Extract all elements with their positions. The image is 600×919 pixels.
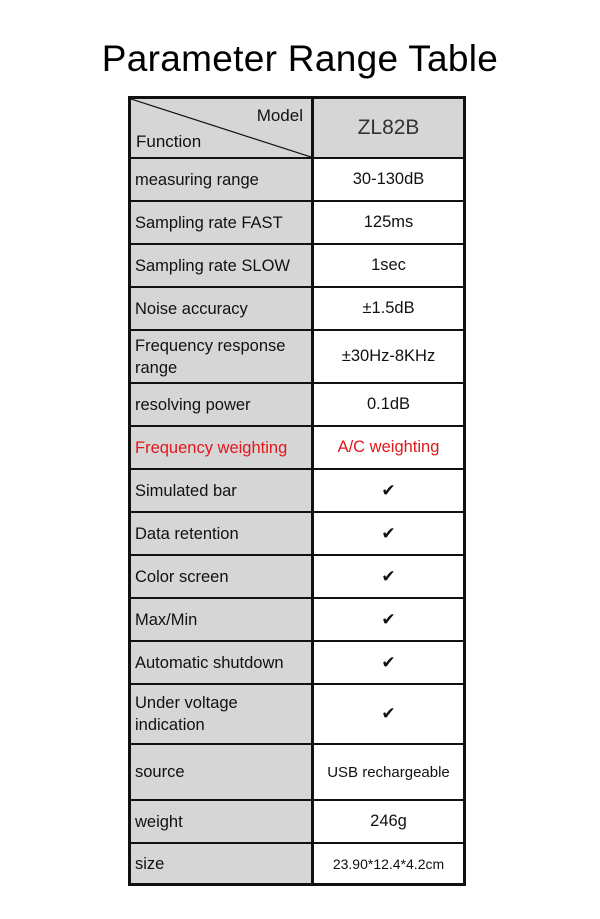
function-cell: weight (131, 801, 314, 842)
table-row (131, 513, 463, 556)
table-row (131, 642, 463, 685)
table-row (131, 384, 463, 427)
function-cell: Automatic shutdown (131, 642, 314, 683)
table-row (131, 556, 463, 599)
table-row (131, 159, 463, 202)
check-icon: ✔ (381, 480, 396, 501)
function-cell: Color screen (131, 556, 314, 597)
value-cell: ±30Hz-8KHz (341, 347, 436, 365)
table-row (131, 202, 463, 245)
function-cell: Frequency response range (131, 331, 314, 382)
function-cell: size (131, 844, 314, 883)
table-row (131, 599, 463, 642)
page-title: Parameter Range Table (101, 38, 499, 79)
function-cell: measuring range (131, 159, 314, 200)
function-cell: Data retention (131, 513, 314, 554)
function-cell: Max/Min (131, 599, 314, 640)
check-icon: ✔ (381, 652, 396, 673)
table-row (131, 427, 463, 470)
function-cell: Sampling rate SLOW (131, 245, 314, 286)
table-row (131, 331, 463, 384)
value-cell: 246g (370, 812, 407, 830)
value-cell: USB rechargeable (327, 763, 450, 781)
value-cell: 0.1dB (366, 395, 411, 413)
check-icon: ✔ (381, 566, 396, 587)
value-cell: 30-130dB (352, 170, 425, 188)
value-cell-highlighted: A/C weighting (337, 438, 440, 456)
value-cell: 125ms (363, 213, 414, 231)
header-corner-cell (131, 99, 314, 157)
table-row (131, 745, 463, 801)
function-label: Function (136, 132, 202, 151)
table-row (131, 470, 463, 513)
function-cell: Noise accuracy (131, 288, 314, 329)
function-cell: Under voltage indication (131, 685, 314, 743)
function-cell: Simulated bar (131, 470, 314, 511)
parameter-table (128, 96, 466, 886)
table-row (131, 844, 463, 883)
model-value: ZL82B (314, 99, 463, 157)
table-row (131, 685, 463, 745)
value-cell: 23.90*12.4*4.2cm (332, 855, 445, 872)
function-cell: Sampling rate FAST (131, 202, 314, 243)
check-icon: ✔ (381, 609, 396, 630)
table-header-row (131, 99, 463, 159)
model-label: Model (256, 106, 303, 125)
table-row (131, 288, 463, 331)
table-row (131, 801, 463, 844)
check-icon: ✔ (381, 704, 396, 724)
value-cell: 1sec (371, 256, 406, 274)
value-cell: ±1.5dB (362, 299, 415, 317)
function-cell: resolving power (131, 384, 314, 425)
function-cell-highlighted: Frequency weighting (131, 427, 314, 468)
table-row (131, 245, 463, 288)
function-cell: source (131, 745, 314, 799)
check-icon: ✔ (381, 523, 396, 544)
